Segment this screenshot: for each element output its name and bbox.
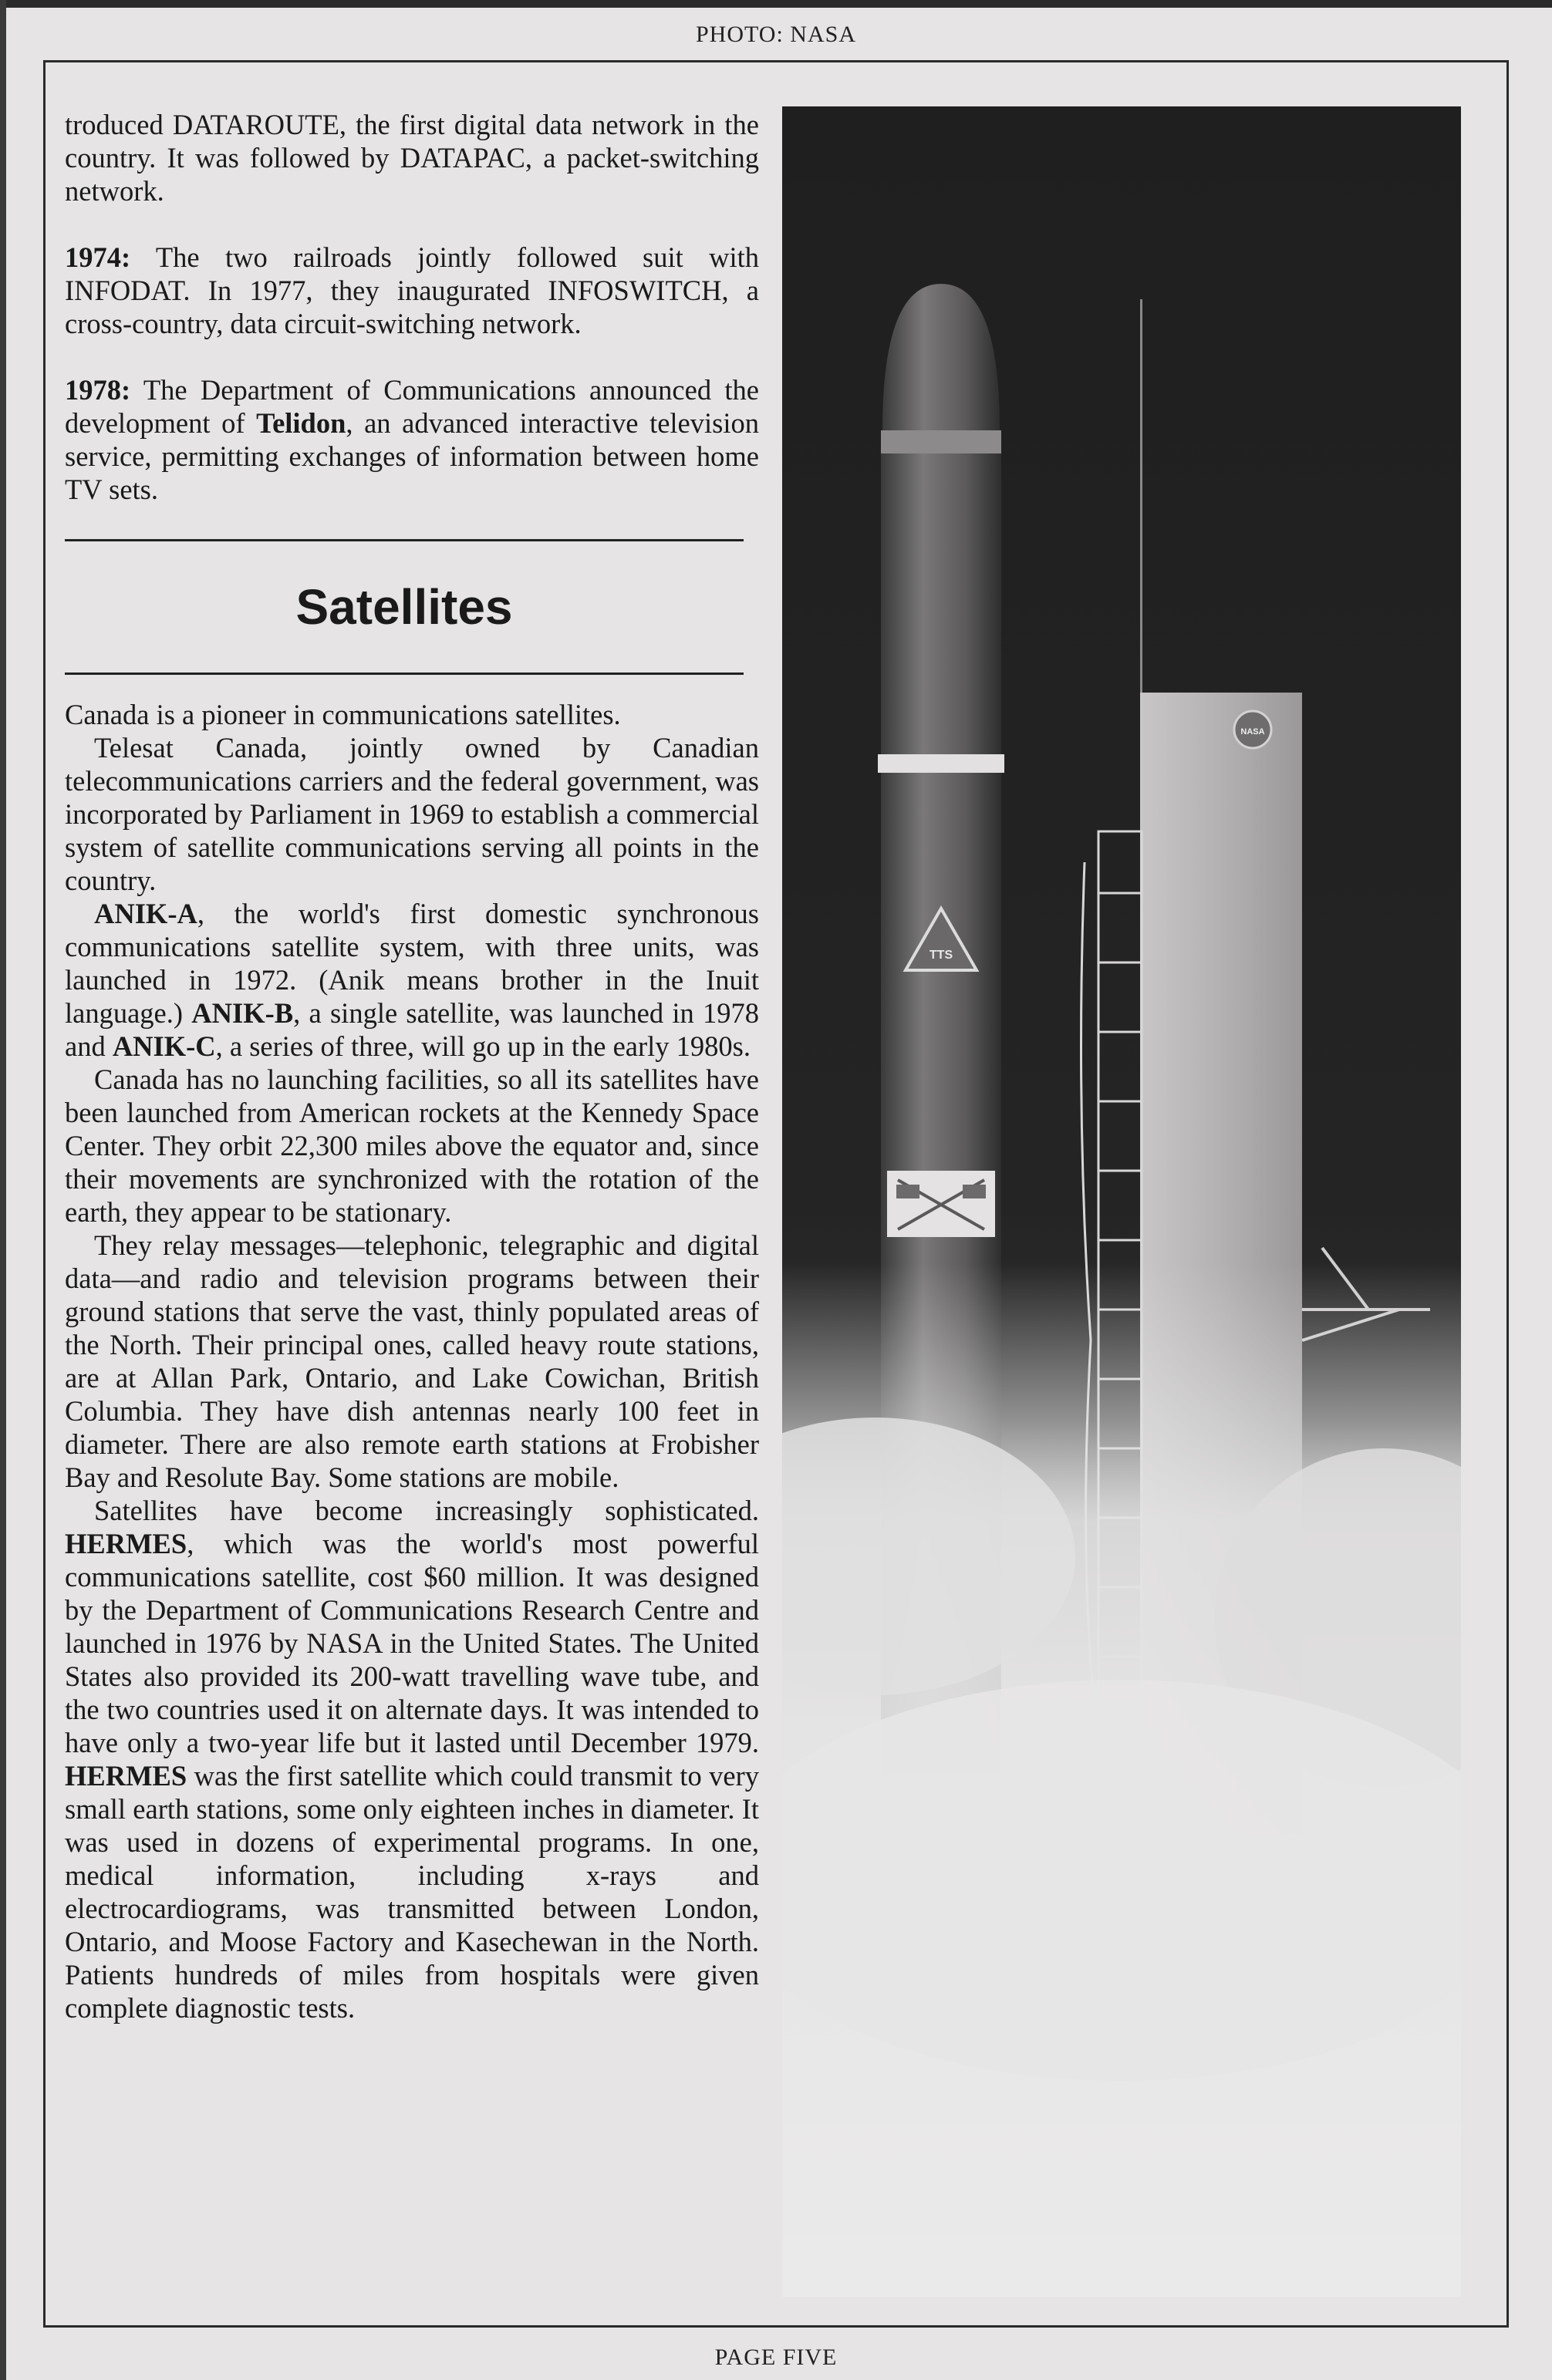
rocket-stage-ring xyxy=(878,754,1004,773)
smoke-cloud-base xyxy=(782,1680,1461,2081)
hermes-term-2: HERMES xyxy=(65,1760,187,1792)
hermes-text-2: , which was the world's most powerful communications satellite, cost $60 million. It was designed by the Department of Communications Research Centre and launched in 1976 by NASA in the United States. The United States also provided its 200-watt travelling wave tube, and the two countries used it on alternate days. It was intended to have only a two-year life but it lasted until December 1979. xyxy=(65,1528,759,1758)
rocket-launch-photo xyxy=(782,106,1461,2297)
nasa-logo-text: NASA xyxy=(1240,727,1265,737)
hermes-text-3: was the first satellite which could transmit to very small earth stations, some only eighteen inches in diameter. It was used in dozens of experimental programs. In one, medical information, including x-rays and electrocardiograms, was transmitted between London, Ontario, and Moose Factory and Kasechewan in the North. Patients hundreds of miles from hospitals were given complete diagnostic tests. xyxy=(65,1760,759,2024)
timeline-1978-post: , an advanced interactive television service, permitting exchanges of information between home TV sets. xyxy=(65,407,759,505)
hermes-text-1: Satellites have become increasingly sophisticated. xyxy=(94,1495,759,1526)
flag-left-icon xyxy=(896,1185,919,1198)
anik-text-1: , the world's first domestic synchronous communications satellite system, with three units, was launched in 1972. (Anik means brother in the Inuit language.) xyxy=(65,898,759,1029)
intro-paragraph: troduced DATAROUTE, the first digital data network in the country. It was followed by DATAPAC, a packet-switching network. xyxy=(65,109,759,207)
page-number: PAGE FIVE xyxy=(714,2345,838,2370)
anik-text-3: , a series of three, will go up in the early 1980s. xyxy=(215,1030,751,1062)
paragraph-anik xyxy=(65,897,759,1063)
paragraph-relay: They relay messages—telephonic, telegraphic and digital data—and radio and television programs between their ground stations that serve the vast, thinly populated areas of the North. Their principal ones, called heavy route stations, are at Allan Park, Ontario, and Lake Cowichan, British Columbia. They have dish antennas nearly 100 feet in diameter. There are also remote earth stations at Frobisher Bay and Resolute Bay. Some stations are mobile. xyxy=(65,1229,759,1493)
page-edge-top xyxy=(0,0,1552,8)
timeline-1974-text: The two railroads jointly followed suit with INFODAT. In 1977, they inaugurated INFOSWITCH, a cross-country, data circuit-switching network. xyxy=(65,241,759,339)
rocket-illustration xyxy=(782,106,1461,2297)
text-column xyxy=(65,108,759,2024)
photo-credit: PHOTO: NASA xyxy=(696,22,856,47)
year-1978: 1978: xyxy=(65,374,131,406)
section-rule-bottom xyxy=(65,673,744,675)
rocket-collar xyxy=(881,430,1001,453)
hermes-term-1: HERMES xyxy=(65,1528,187,1559)
timeline-1978-pre: The Department of Communications announced the development of xyxy=(65,374,759,439)
paragraph-hermes xyxy=(65,1494,759,2024)
paragraph-pioneer: Canada is a pioneer in communications satellites. xyxy=(65,699,621,730)
rocket-nose-cone xyxy=(882,284,1000,430)
section-heading: Satellites xyxy=(295,579,513,635)
stage-marking: TTS xyxy=(929,949,953,962)
anik-b-term: ANIK-B xyxy=(191,997,294,1029)
anik-text-2: , a single satellite, was launched in 1978 and xyxy=(65,997,760,1062)
paragraph-launch: Canada has no launching facilities, so all its satellites have been launched from American rockets at the Kennedy Space Center. They orbit 22,300 miles above the equator and, since their movements are synchronized with the rotation of the earth, they appear to be stationary. xyxy=(65,1064,759,1228)
antenna-mast xyxy=(1140,299,1142,747)
flag-right-icon xyxy=(963,1185,986,1198)
anik-c-term: ANIK-C xyxy=(112,1030,216,1062)
rocket-upper-stage xyxy=(881,453,1001,754)
anik-a-term: ANIK-A xyxy=(94,898,197,929)
timeline-1978 xyxy=(65,373,759,506)
section-rule-top xyxy=(65,539,744,541)
timeline-1974 xyxy=(65,241,759,340)
year-1974: 1974: xyxy=(65,241,131,273)
paragraph-telesat: Telesat Canada, jointly owned by Canadian telecommunications carriers and the federal government, was incorporated by Parliament in 1969 to establish a commercial system of satellite communications serving all points in the country. xyxy=(65,732,759,896)
page-edge-left xyxy=(0,0,6,2380)
telidon-term: Telidon xyxy=(256,407,346,439)
